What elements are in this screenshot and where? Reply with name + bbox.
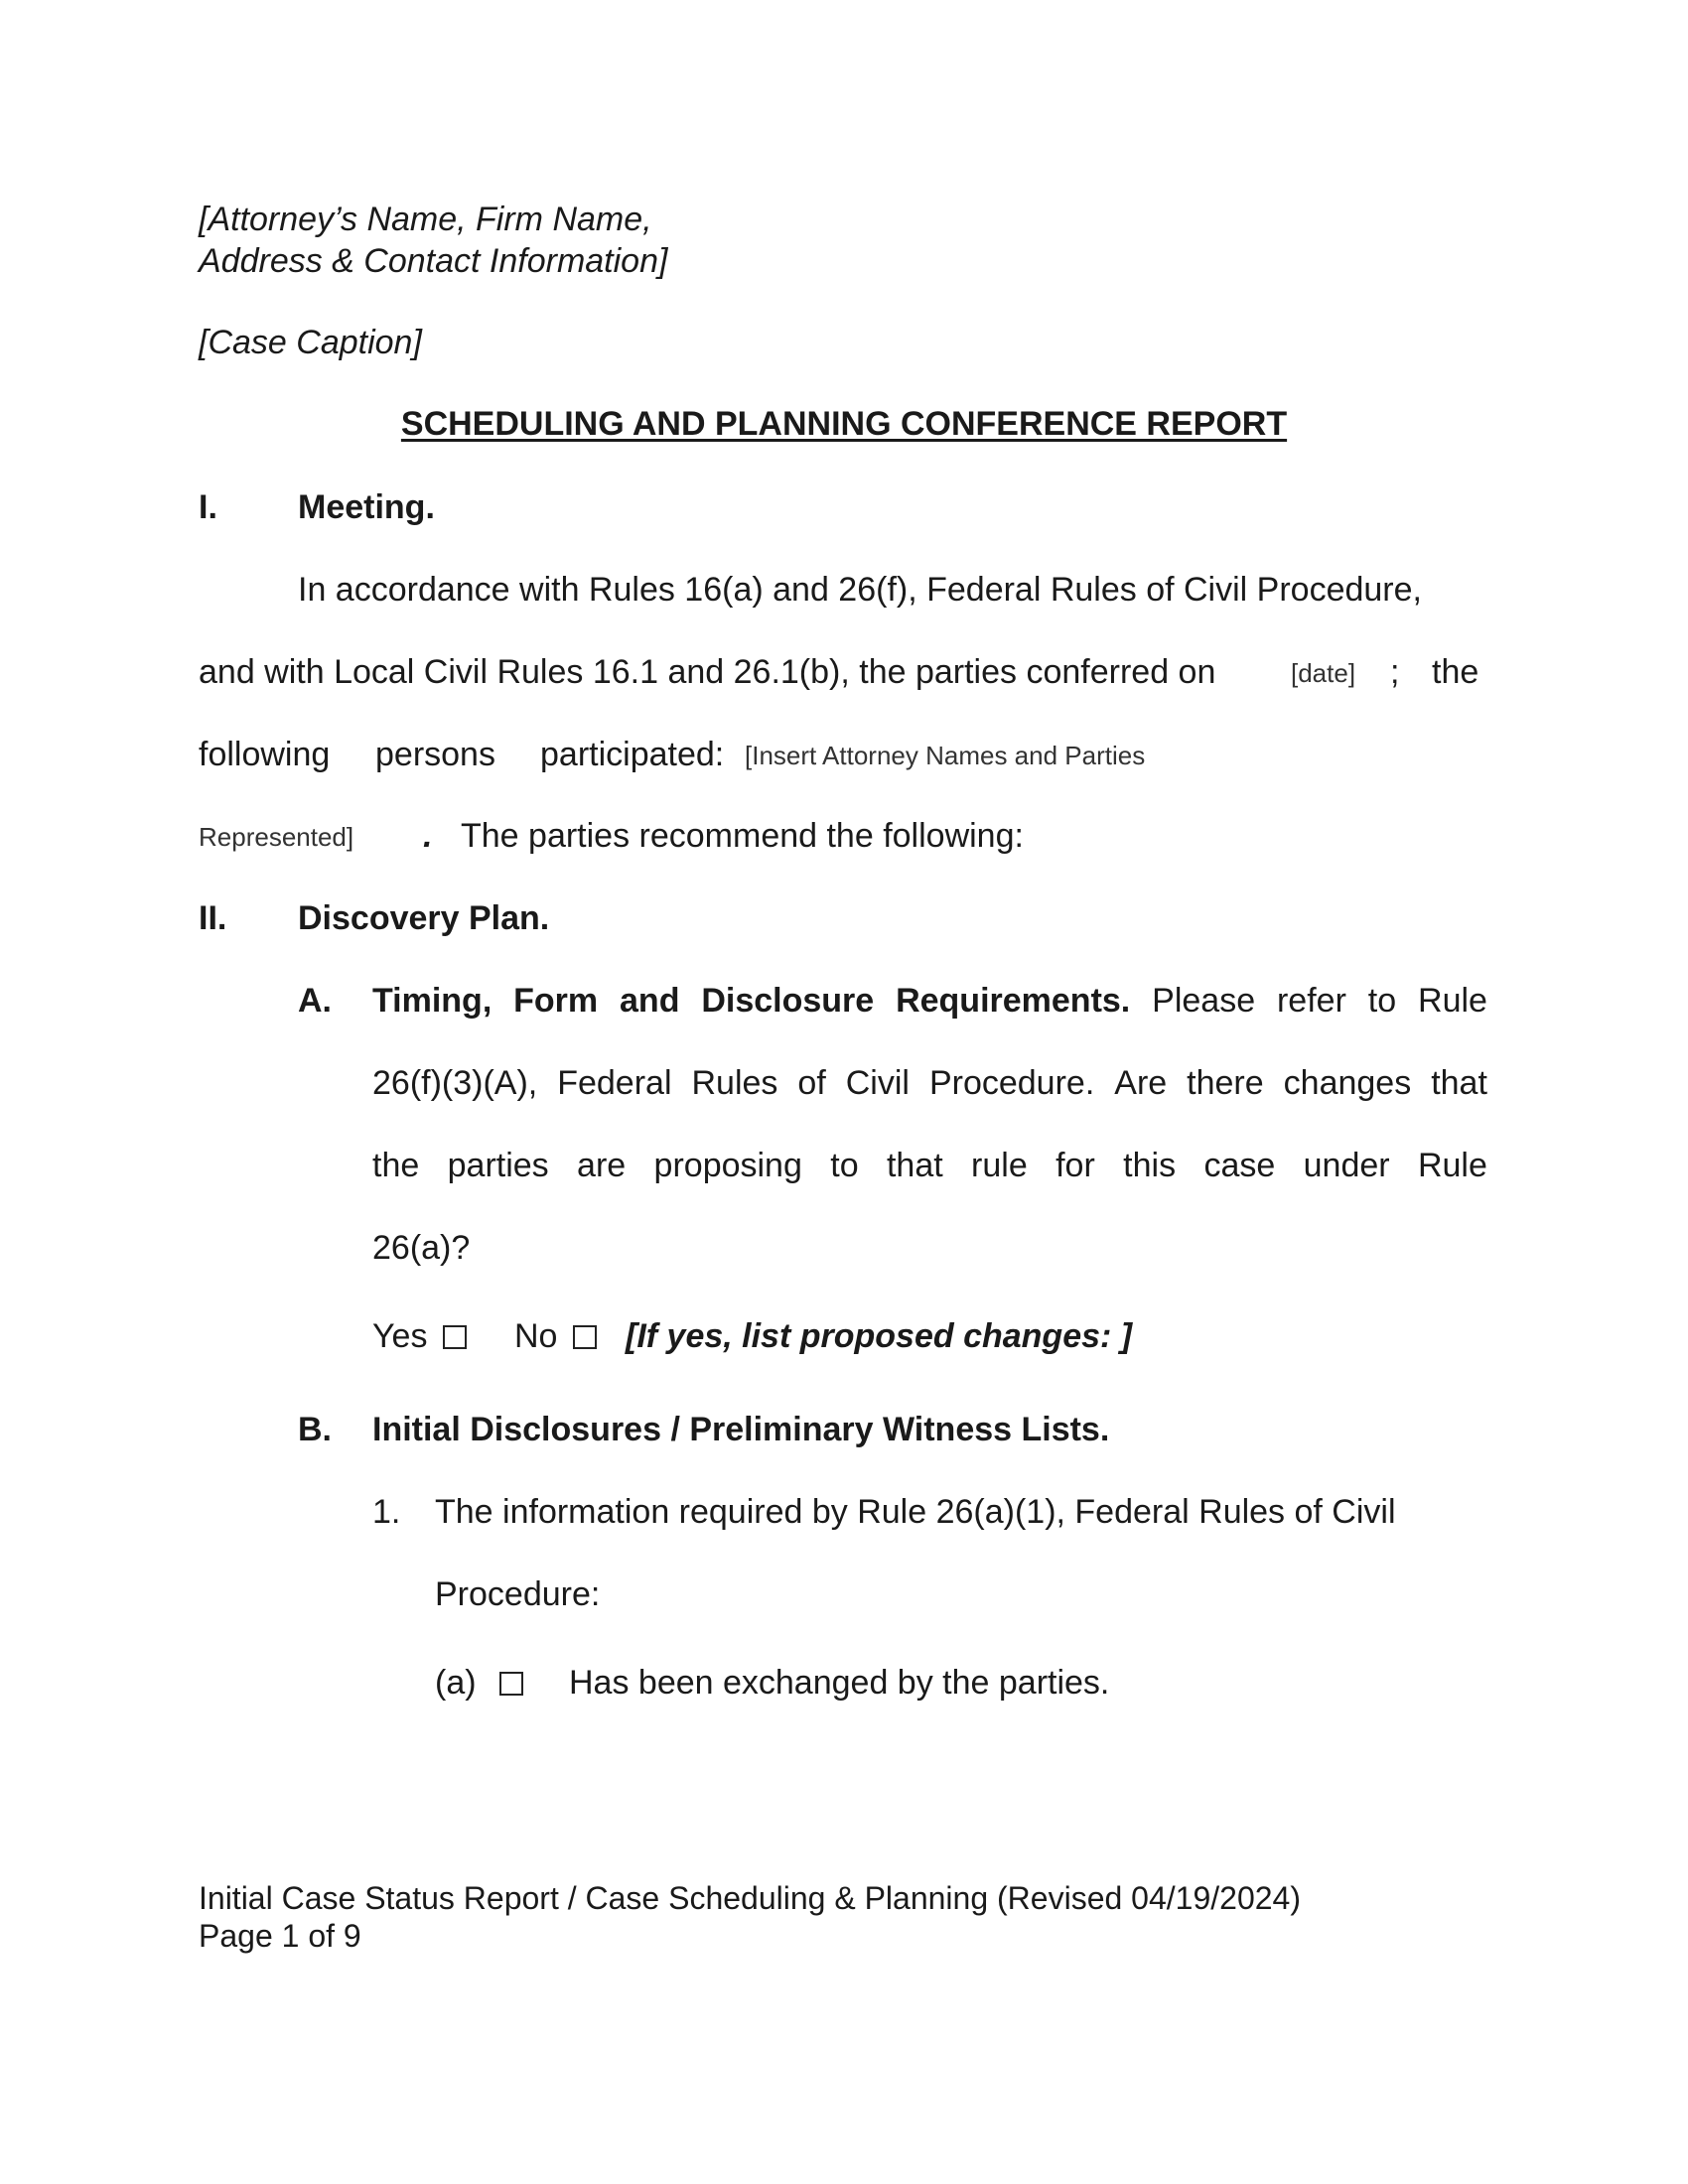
word: the bbox=[372, 1147, 420, 1184]
subsection-a-line-3 bbox=[372, 1146, 1487, 1185]
subsection-b-letter: B. bbox=[298, 1411, 332, 1448]
word: proposing bbox=[653, 1147, 802, 1184]
subsection-a-line-2 bbox=[372, 1063, 1487, 1103]
word: that bbox=[886, 1147, 943, 1184]
section-1-number: I. bbox=[199, 488, 217, 526]
subsection-a-line-4: 26(a)? bbox=[372, 1229, 471, 1267]
yes-label: Yes bbox=[372, 1317, 428, 1355]
word-participated: participated: bbox=[540, 736, 725, 773]
subsection-a-letter: A. bbox=[298, 982, 332, 1020]
word: rule bbox=[971, 1147, 1028, 1184]
option-a-checkbox-wrap[interactable] bbox=[499, 1663, 523, 1703]
word: and bbox=[620, 982, 680, 1020]
word-following: following bbox=[199, 736, 331, 773]
date-field[interactable]: [date] bbox=[1291, 658, 1356, 688]
word: this bbox=[1123, 1147, 1177, 1184]
word: case bbox=[1203, 1147, 1276, 1184]
attorney-info-line2: Address & Contact Information] bbox=[199, 242, 668, 280]
option-a-label: (a) bbox=[435, 1664, 477, 1702]
word: Procedure. bbox=[928, 1064, 1095, 1102]
no-checkbox[interactable] bbox=[573, 1325, 597, 1349]
word-persons: persons bbox=[375, 736, 495, 773]
meeting-line-1: In accordance with Rules 16(a) and 26(f), Federal Rules of Civil Procedure, bbox=[298, 571, 1422, 609]
subsection-b-heading: Initial Disclosures / Preliminary Witness Lists. bbox=[372, 1411, 1110, 1448]
word: Are bbox=[1114, 1064, 1168, 1102]
item-1-number: 1. bbox=[372, 1493, 401, 1531]
no-label: No bbox=[514, 1317, 558, 1355]
section-1-heading: Meeting. bbox=[298, 488, 435, 526]
word: that bbox=[1431, 1064, 1487, 1102]
no-option[interactable] bbox=[514, 1316, 597, 1356]
word: to bbox=[1367, 982, 1397, 1020]
period: . bbox=[423, 817, 433, 855]
yes-option[interactable] bbox=[372, 1316, 467, 1356]
word: of bbox=[797, 1064, 826, 1102]
word: Rule bbox=[1417, 1147, 1487, 1184]
word: there bbox=[1187, 1064, 1264, 1102]
word-the: the bbox=[1432, 653, 1479, 691]
word: for bbox=[1055, 1147, 1095, 1184]
word: Rules bbox=[691, 1064, 778, 1102]
subsection-a-line-1 bbox=[372, 981, 1487, 1021]
word: parties bbox=[447, 1147, 549, 1184]
word: under bbox=[1303, 1147, 1390, 1184]
semicolon: ; bbox=[1390, 653, 1400, 691]
case-caption: [Case Caption] bbox=[199, 324, 422, 361]
word: refer bbox=[1276, 982, 1346, 1020]
word: are bbox=[577, 1147, 627, 1184]
meeting-line-2: and with Local Civil Rules 16.1 and 26.1(b), the parties conferred on bbox=[199, 653, 1216, 691]
attorney-names-field[interactable]: [Insert Attorney Names and Parties bbox=[745, 741, 1146, 770]
word: 26(f)(3)(A), bbox=[372, 1064, 538, 1102]
if-yes-instruction: [If yes, list proposed changes: ] bbox=[626, 1317, 1133, 1355]
document-title: SCHEDULING AND PLANNING CONFERENCE REPORT bbox=[400, 405, 1288, 443]
attorney-names-field-cont[interactable]: Represented] bbox=[199, 822, 354, 852]
word: Please bbox=[1152, 982, 1256, 1020]
item-1-line-2: Procedure: bbox=[435, 1575, 601, 1613]
word: Federal bbox=[557, 1064, 672, 1102]
word: to bbox=[830, 1147, 859, 1184]
word: Rule bbox=[1418, 982, 1487, 1020]
option-a-text: Has been exchanged by the parties. bbox=[569, 1664, 1110, 1702]
attorney-info-line1: [Attorney’s Name, Firm Name, bbox=[199, 201, 652, 238]
section-2-number: II. bbox=[199, 899, 227, 937]
footer-title: Initial Case Status Report / Case Scheduling & Planning (Revised 04/19/2024) bbox=[199, 1880, 1301, 1916]
word: Disclosure bbox=[701, 982, 875, 1020]
page-number: Page 1 of 9 bbox=[199, 1918, 361, 1954]
meeting-line-4: The parties recommend the following: bbox=[461, 817, 1024, 855]
yes-checkbox[interactable] bbox=[443, 1325, 467, 1349]
word: Form bbox=[513, 982, 599, 1020]
section-2-heading: Discovery Plan. bbox=[298, 899, 550, 937]
option-a-checkbox[interactable] bbox=[499, 1672, 523, 1696]
word: changes bbox=[1283, 1064, 1412, 1102]
word: Requirements. bbox=[896, 982, 1131, 1020]
item-1-line-1: The information required by Rule 26(a)(1), Federal Rules of Civil bbox=[435, 1493, 1396, 1531]
word: Civil bbox=[845, 1064, 910, 1102]
word: Timing, bbox=[372, 982, 492, 1020]
